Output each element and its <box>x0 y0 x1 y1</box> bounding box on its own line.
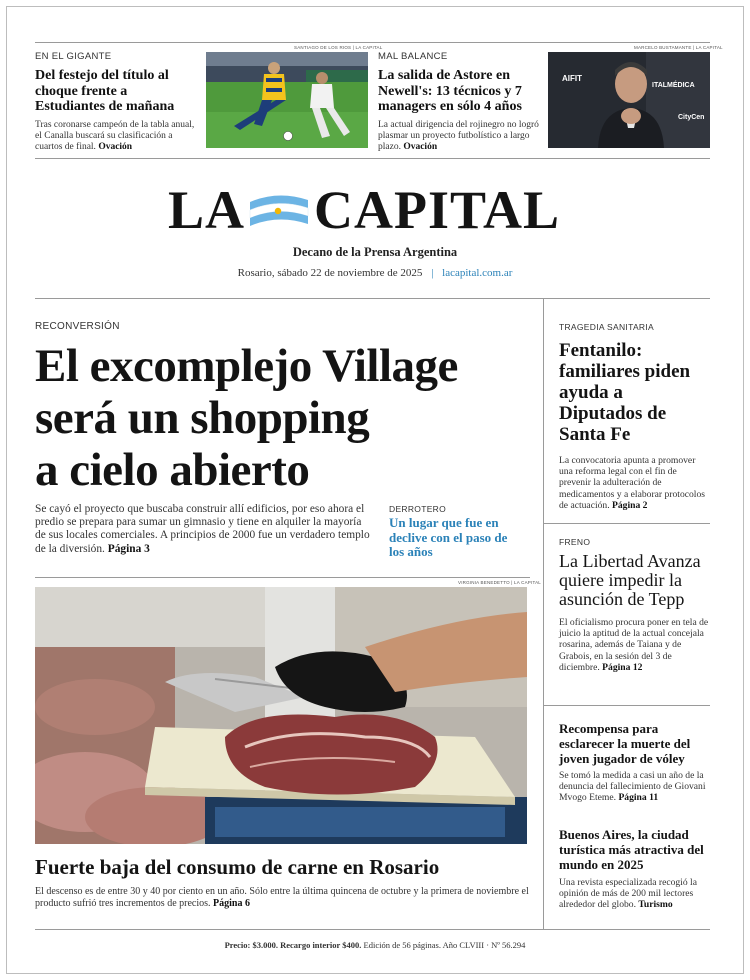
teaser-2-photo-credit: MARCELO BUSTAMANTE | LA CAPITAL <box>634 45 723 50</box>
masthead-name-left: LA <box>168 180 246 240</box>
lead-headline[interactable] <box>35 340 535 496</box>
issue-date: Rosario, sábado 22 de noviembre de 2025 <box>237 267 423 279</box>
side-4-title[interactable]: Buenos Aires, la ciudad turística más atractiva del mundo en 2025 <box>559 827 704 872</box>
lead-page-ref: Página 3 <box>107 542 150 555</box>
side-2-page-ref: Página 12 <box>602 661 643 673</box>
meat-cutting-illustration <box>35 587 527 844</box>
side-2-kicker: FRENO <box>559 537 591 547</box>
meat-title[interactable]: Fuerte baja del consumo de carne en Rosario <box>35 855 440 879</box>
backdrop-text-2: ITALMÉDICA <box>652 82 695 89</box>
side-3-title[interactable]: Recompensa para esclarecer la muerte del joven jugador de vóley <box>559 721 691 766</box>
footer-rule <box>35 929 710 930</box>
side-story-3[interactable] <box>559 721 711 804</box>
side-2-title[interactable]: La Libertad Avanza quiere impedir la asunción de Tepp <box>559 551 701 609</box>
lead-deck: Se cayó el proyecto que buscaba construir allí edificios, por eso ahora el predio se prepara para sumar un gimnasio y tiene en alquiler la mayoría de sus locales comerciales. A principios de 2000 fue un verdadero templo de la diversión. Página 3 <box>35 503 370 555</box>
side-1-title[interactable]: Fentanilo: familiares piden ayuda a Diputados de Santa Fe <box>559 340 691 445</box>
lead-title-line-2: será un shopping <box>35 392 370 444</box>
lead-title-line-1: El excomplejo Village <box>35 340 458 392</box>
lead-bottom-rule <box>35 577 530 578</box>
teaser-1-section: Ovación <box>98 141 133 152</box>
side-1-body: La convocatoria apunta a promover una reforma legal con el fin de prevenir la adulteración de medicamentos y a elaborar protocolos de actuación. Página 2 <box>559 455 705 511</box>
meat-photo[interactable] <box>35 587 527 844</box>
meat-photo-credit: VIRGINIA BENEDETTO | LA CAPITAL <box>458 580 541 585</box>
teaser-1-photo-credit: SANTIAGO DE LOS RIOS | LA CAPITAL <box>294 45 383 50</box>
lead-title-line-3: a cielo abierto <box>35 444 310 496</box>
website-link[interactable]: lacapital.com.ar <box>442 267 513 279</box>
side-1-page-ref: Página 2 <box>612 499 648 511</box>
meat-body: El descenso es de entre 30 y 40 por ciento en un año. Sólo entre la última quincena de octubre y la primera de noviembre el producto sufrió tres incrementos de precios. Página 6 <box>35 886 529 909</box>
dateline-separator: | <box>431 267 434 279</box>
side-3-body: Se tomó la medida a casi un año de la denuncia del fallecimiento de Giovani Mvogo Eteme. Página 11 <box>559 770 706 804</box>
lead-sub-title[interactable]: Un lugar que fue en declive con el paso de los años <box>389 515 508 559</box>
side-4-body: Una revista especializada recogió la opinión de más de 200 mil lectores alrededor del globo. Turismo <box>559 877 697 911</box>
teaser-2[interactable] <box>378 51 542 153</box>
side-2-body: El oficialismo procura poner en tela de juicio la aptitud de la actual concejala rosarina, además de Taiana y de Grabois, en la sesión del 3 de diciembre. Página 12 <box>559 617 709 673</box>
side-story-1[interactable] <box>559 322 711 511</box>
teaser-2-photo[interactable] <box>548 52 710 148</box>
masthead-bottom-rule <box>35 298 710 299</box>
backdrop-text-1: AIFIT <box>562 74 582 83</box>
masthead-dateline <box>0 267 750 279</box>
top-rule <box>35 42 710 43</box>
teaser-2-title[interactable]: La salida de Astore en Newell's: 13 técnicos y 7 managers en sólo 4 años <box>378 68 522 114</box>
side-1-kicker: TRAGEDIA SANITARIA <box>559 322 654 332</box>
teaser-2-body: La actual dirigencia del rojinegro no logró plasmar un proyecto futbolístico a largo plazo. Ovación <box>378 119 539 152</box>
side-3-page-ref: Página 11 <box>618 792 659 804</box>
masthead-name-right: CAPITAL <box>314 180 561 240</box>
press-conference-illustration <box>548 52 710 148</box>
teaser-1[interactable] <box>35 51 200 153</box>
lead-kicker: RECONVERSIÓN <box>35 321 120 332</box>
teaser-2-kicker: MAL BALANCE <box>378 51 448 62</box>
side-4-page-ref: Turismo <box>638 899 673 911</box>
column-divider <box>543 298 544 929</box>
side-rule-2 <box>543 705 710 706</box>
side-story-2[interactable] <box>559 537 711 673</box>
lead-sub-kicker: DERROTERO <box>389 504 447 514</box>
meat-page-ref: Página 6 <box>213 898 250 909</box>
footer-line <box>0 940 750 950</box>
side-rule-1 <box>543 523 710 524</box>
teaser-1-body: Tras coronarse campeón de la tabla anual, el Canalla buscará su clasificación a cuartos de final. Ovación <box>35 119 195 152</box>
teaser-1-title[interactable]: Del festejo del título al choque frente a Estudiantes de mañana <box>35 68 175 114</box>
teaser-1-photo[interactable] <box>206 52 368 148</box>
backdrop-text-3: CityCen <box>678 114 705 121</box>
teasers-bottom-rule <box>35 158 710 159</box>
argentine-flag-icon <box>248 192 310 230</box>
teaser-2-section: Ovación <box>403 141 438 152</box>
footer-price: Precio: $3.000. Recargo interior $400. <box>224 940 362 950</box>
teaser-1-kicker: EN EL GIGANTE <box>35 51 112 62</box>
masthead-logo[interactable] <box>168 180 578 240</box>
soccer-photo-illustration <box>206 52 368 148</box>
masthead-tagline: Decano de la Prensa Argentina <box>292 245 458 259</box>
footer-edition: Edición de 56 páginas. Año CLVIII · Nº 56.294 <box>363 940 526 950</box>
side-story-4[interactable] <box>559 827 711 911</box>
